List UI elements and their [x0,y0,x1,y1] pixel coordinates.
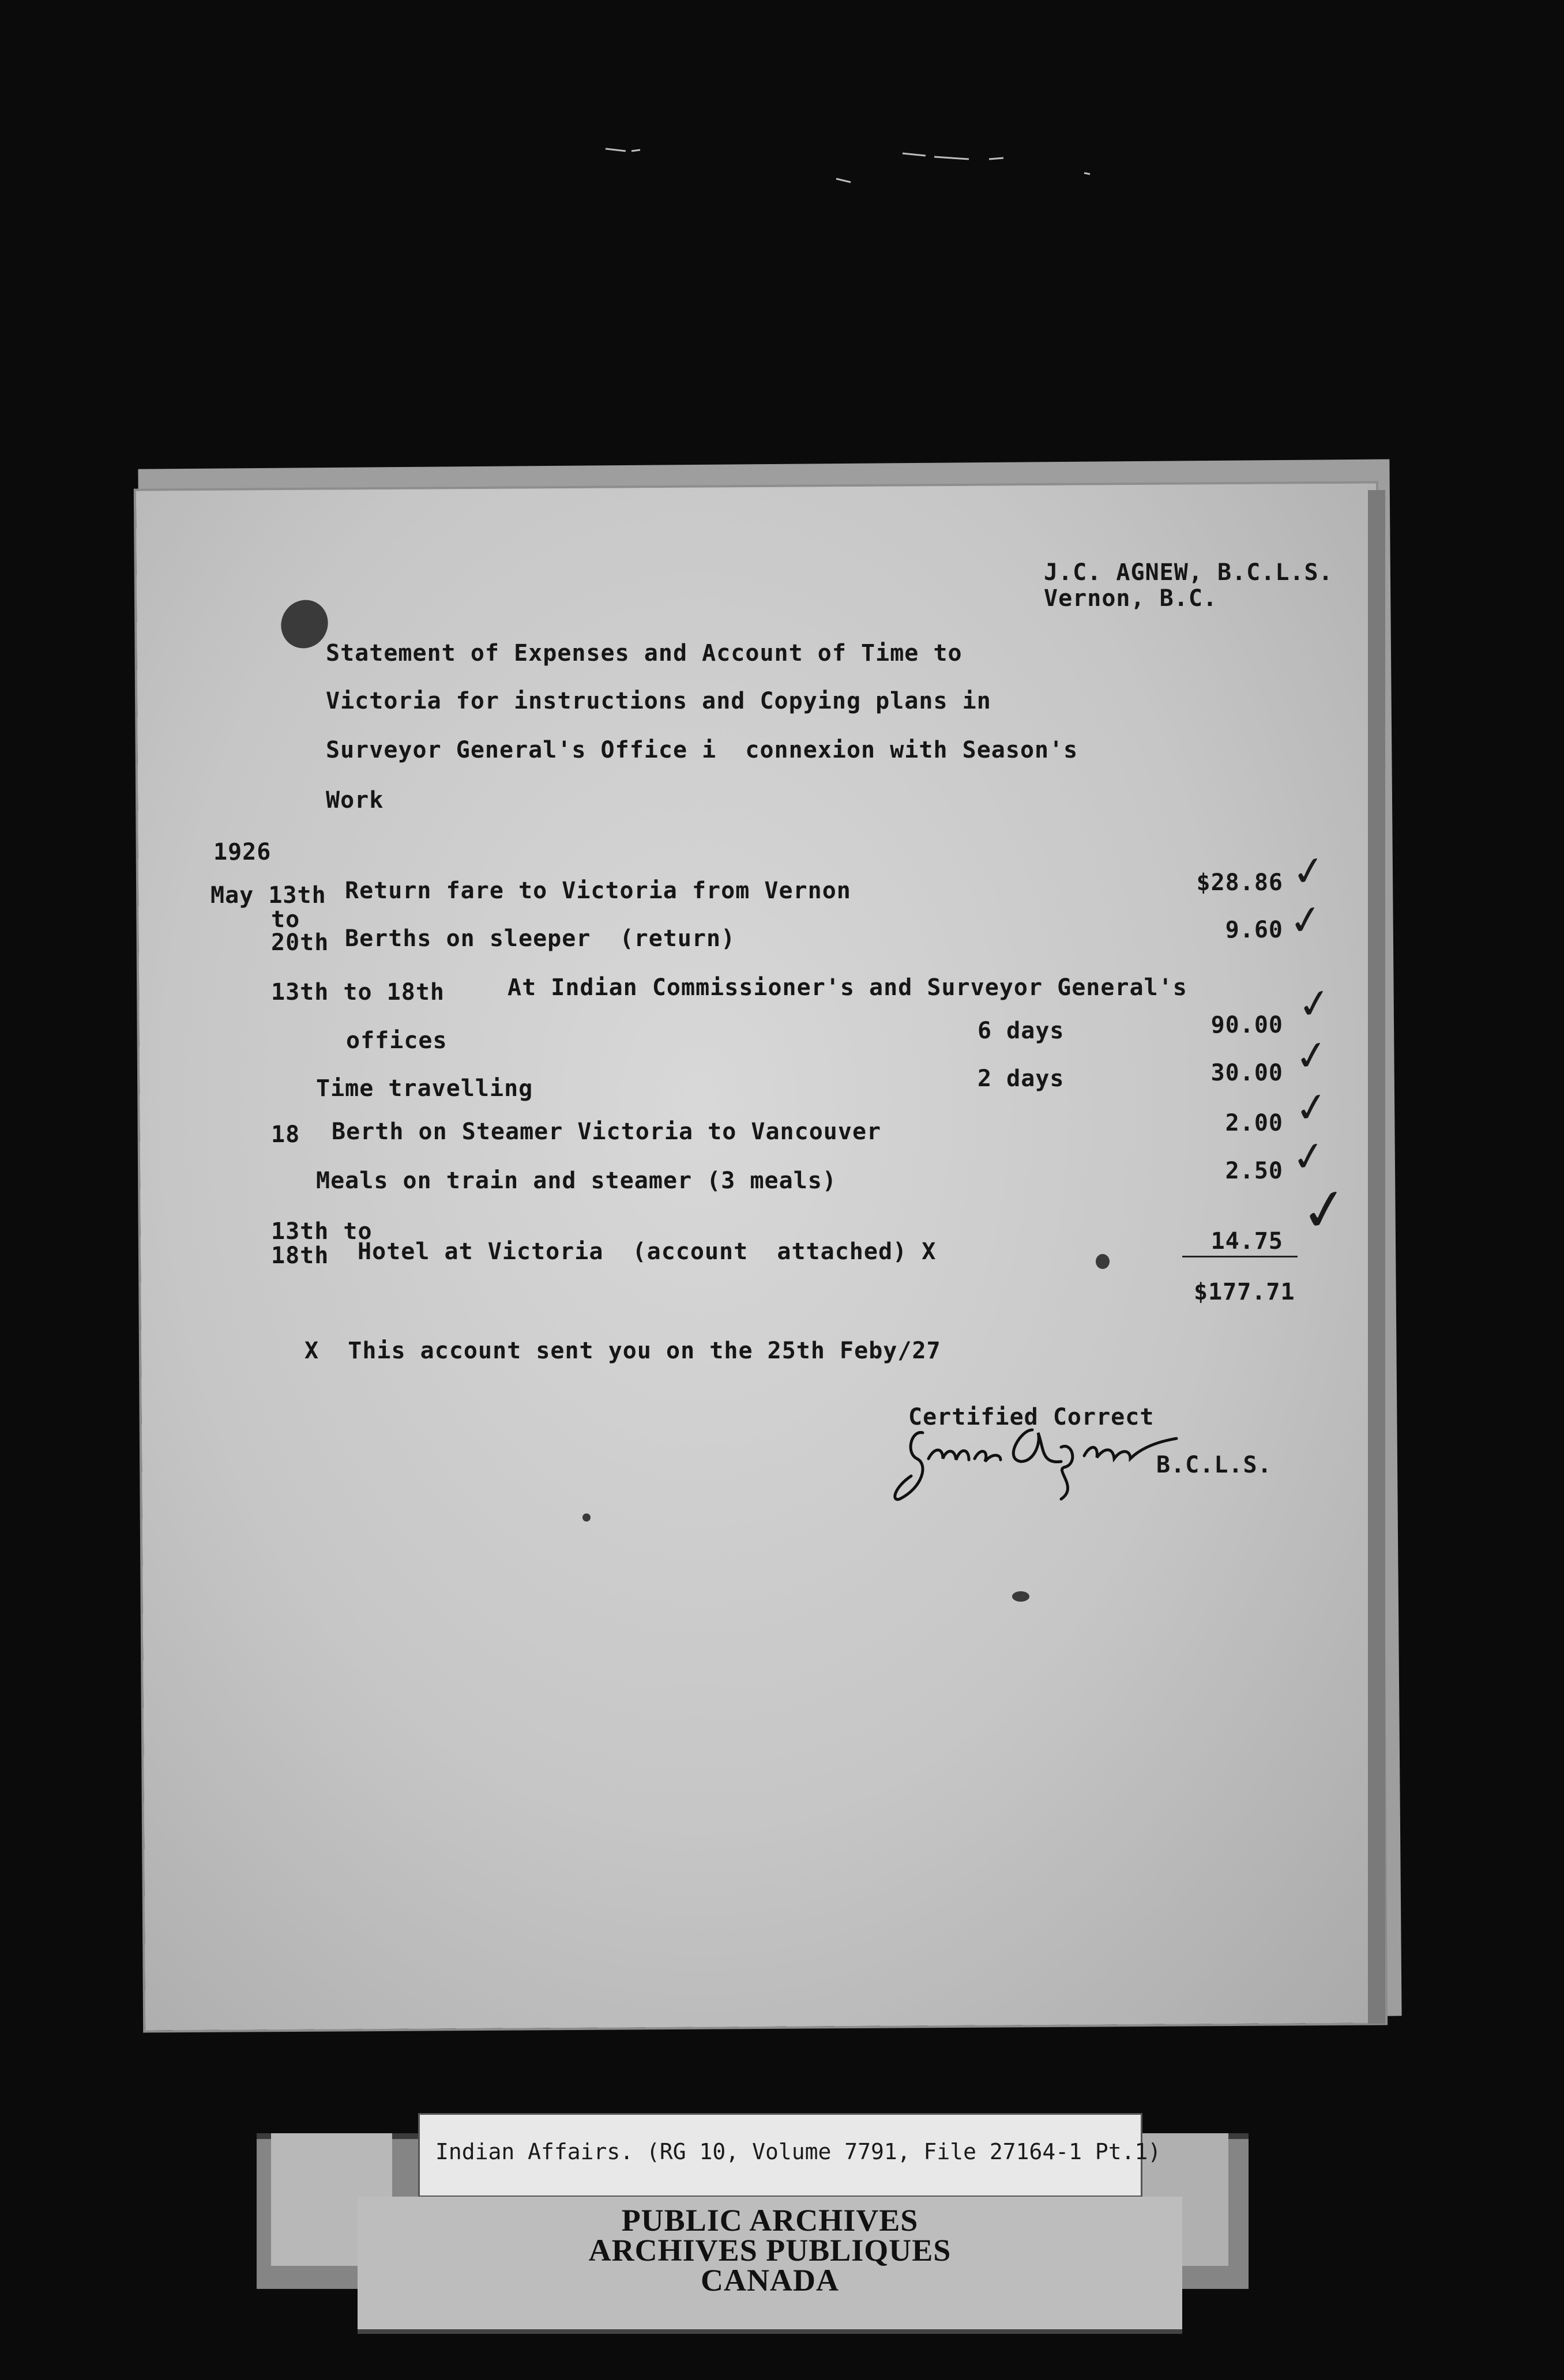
check-mark-icon: ✓ [1288,845,1329,897]
entry-qty: 2 days [978,1065,1065,1092]
letterhead-place: Vernon, B.C. [1044,585,1217,612]
entry-date: 18 [271,1121,300,1148]
entry-desc: Meals on train and steamer (3 meals) [316,1168,837,1194]
check-mark-icon: ✓ [1291,1030,1332,1082]
entry-desc: offices [346,1027,448,1054]
title-line-3: Surveyor General's Office i connexion with Season's [326,737,1078,763]
archive-stamp-line-1: PUBLIC ARCHIVES [621,2203,919,2238]
entry-amount: 2.00 [1225,1110,1283,1136]
entry-amount: 30.00 [1210,1060,1283,1086]
year: 1926 [213,839,272,865]
entry-amount: 9.60 [1225,917,1283,943]
entry-date: 18th [271,1242,329,1269]
entry-date: 13th to [271,1218,373,1245]
archive-label: Indian Affairs. (RG 10, Volume 7791, File 27164-1 Pt.1) [435,2139,1161,2164]
film-specks [0,0,1564,461]
entry-amount: 2.50 [1225,1158,1283,1184]
entry-date: May 13th [210,882,326,909]
entry-qty: 6 days [978,1018,1065,1044]
check-mark-icon: ✓ [1296,1173,1354,1247]
entry-amount: 14.75 [1210,1228,1283,1255]
check-mark-icon: ✓ [1285,894,1326,946]
entry-amount: $28.86 [1196,869,1283,896]
entry-desc: Return fare to Victoria from Vernon [345,878,851,904]
sum-rule [1182,1256,1298,1257]
title-line-4: Work [326,787,384,814]
entry-date: 13th to 18th [271,979,445,1006]
check-mark-icon: ✓ [1288,1131,1329,1183]
ink-speck [582,1513,591,1522]
title-line-1: Statement of Expenses and Account of Time to [326,640,963,666]
signature [888,1407,1188,1511]
signer-credential: B.C.L.S. [1156,1452,1272,1478]
entry-date: 20th [271,929,329,956]
archive-stamp-line-2: ARCHIVES PUBLIQUES [588,2233,952,2268]
entry-desc: Hotel at Victoria (account attached) X [358,1238,937,1265]
entry-date: to [271,906,300,933]
ink-speck [1012,1591,1029,1602]
check-mark-icon: ✓ [1291,1082,1332,1133]
ink-speck [1096,1254,1110,1269]
check-mark-icon: ✓ [1294,978,1335,1030]
entry-desc: Berth on Steamer Victoria to Vancouver [332,1119,882,1145]
entry-desc: Berths on sleeper (return) [345,925,736,952]
entry-desc: Time travelling [316,1075,533,1102]
certified-correct: Certified Correct [908,1404,1155,1430]
entry-amount: 90.00 [1210,1012,1283,1038]
archive-stamp-line-3: CANADA [701,2263,839,2298]
entry-desc: At Indian Commissioner's and Surveyor General's [507,974,1187,1001]
page-edge [1368,490,1385,2024]
title-line-2: Victoria for instructions and Copying plans in [326,688,991,714]
letterhead-name: J.C. AGNEW, B.C.L.S. [1044,559,1333,586]
total-amount: $177.71 [1194,1279,1295,1305]
footnote: X This account sent you on the 25th Feby/27 [304,1338,941,1364]
